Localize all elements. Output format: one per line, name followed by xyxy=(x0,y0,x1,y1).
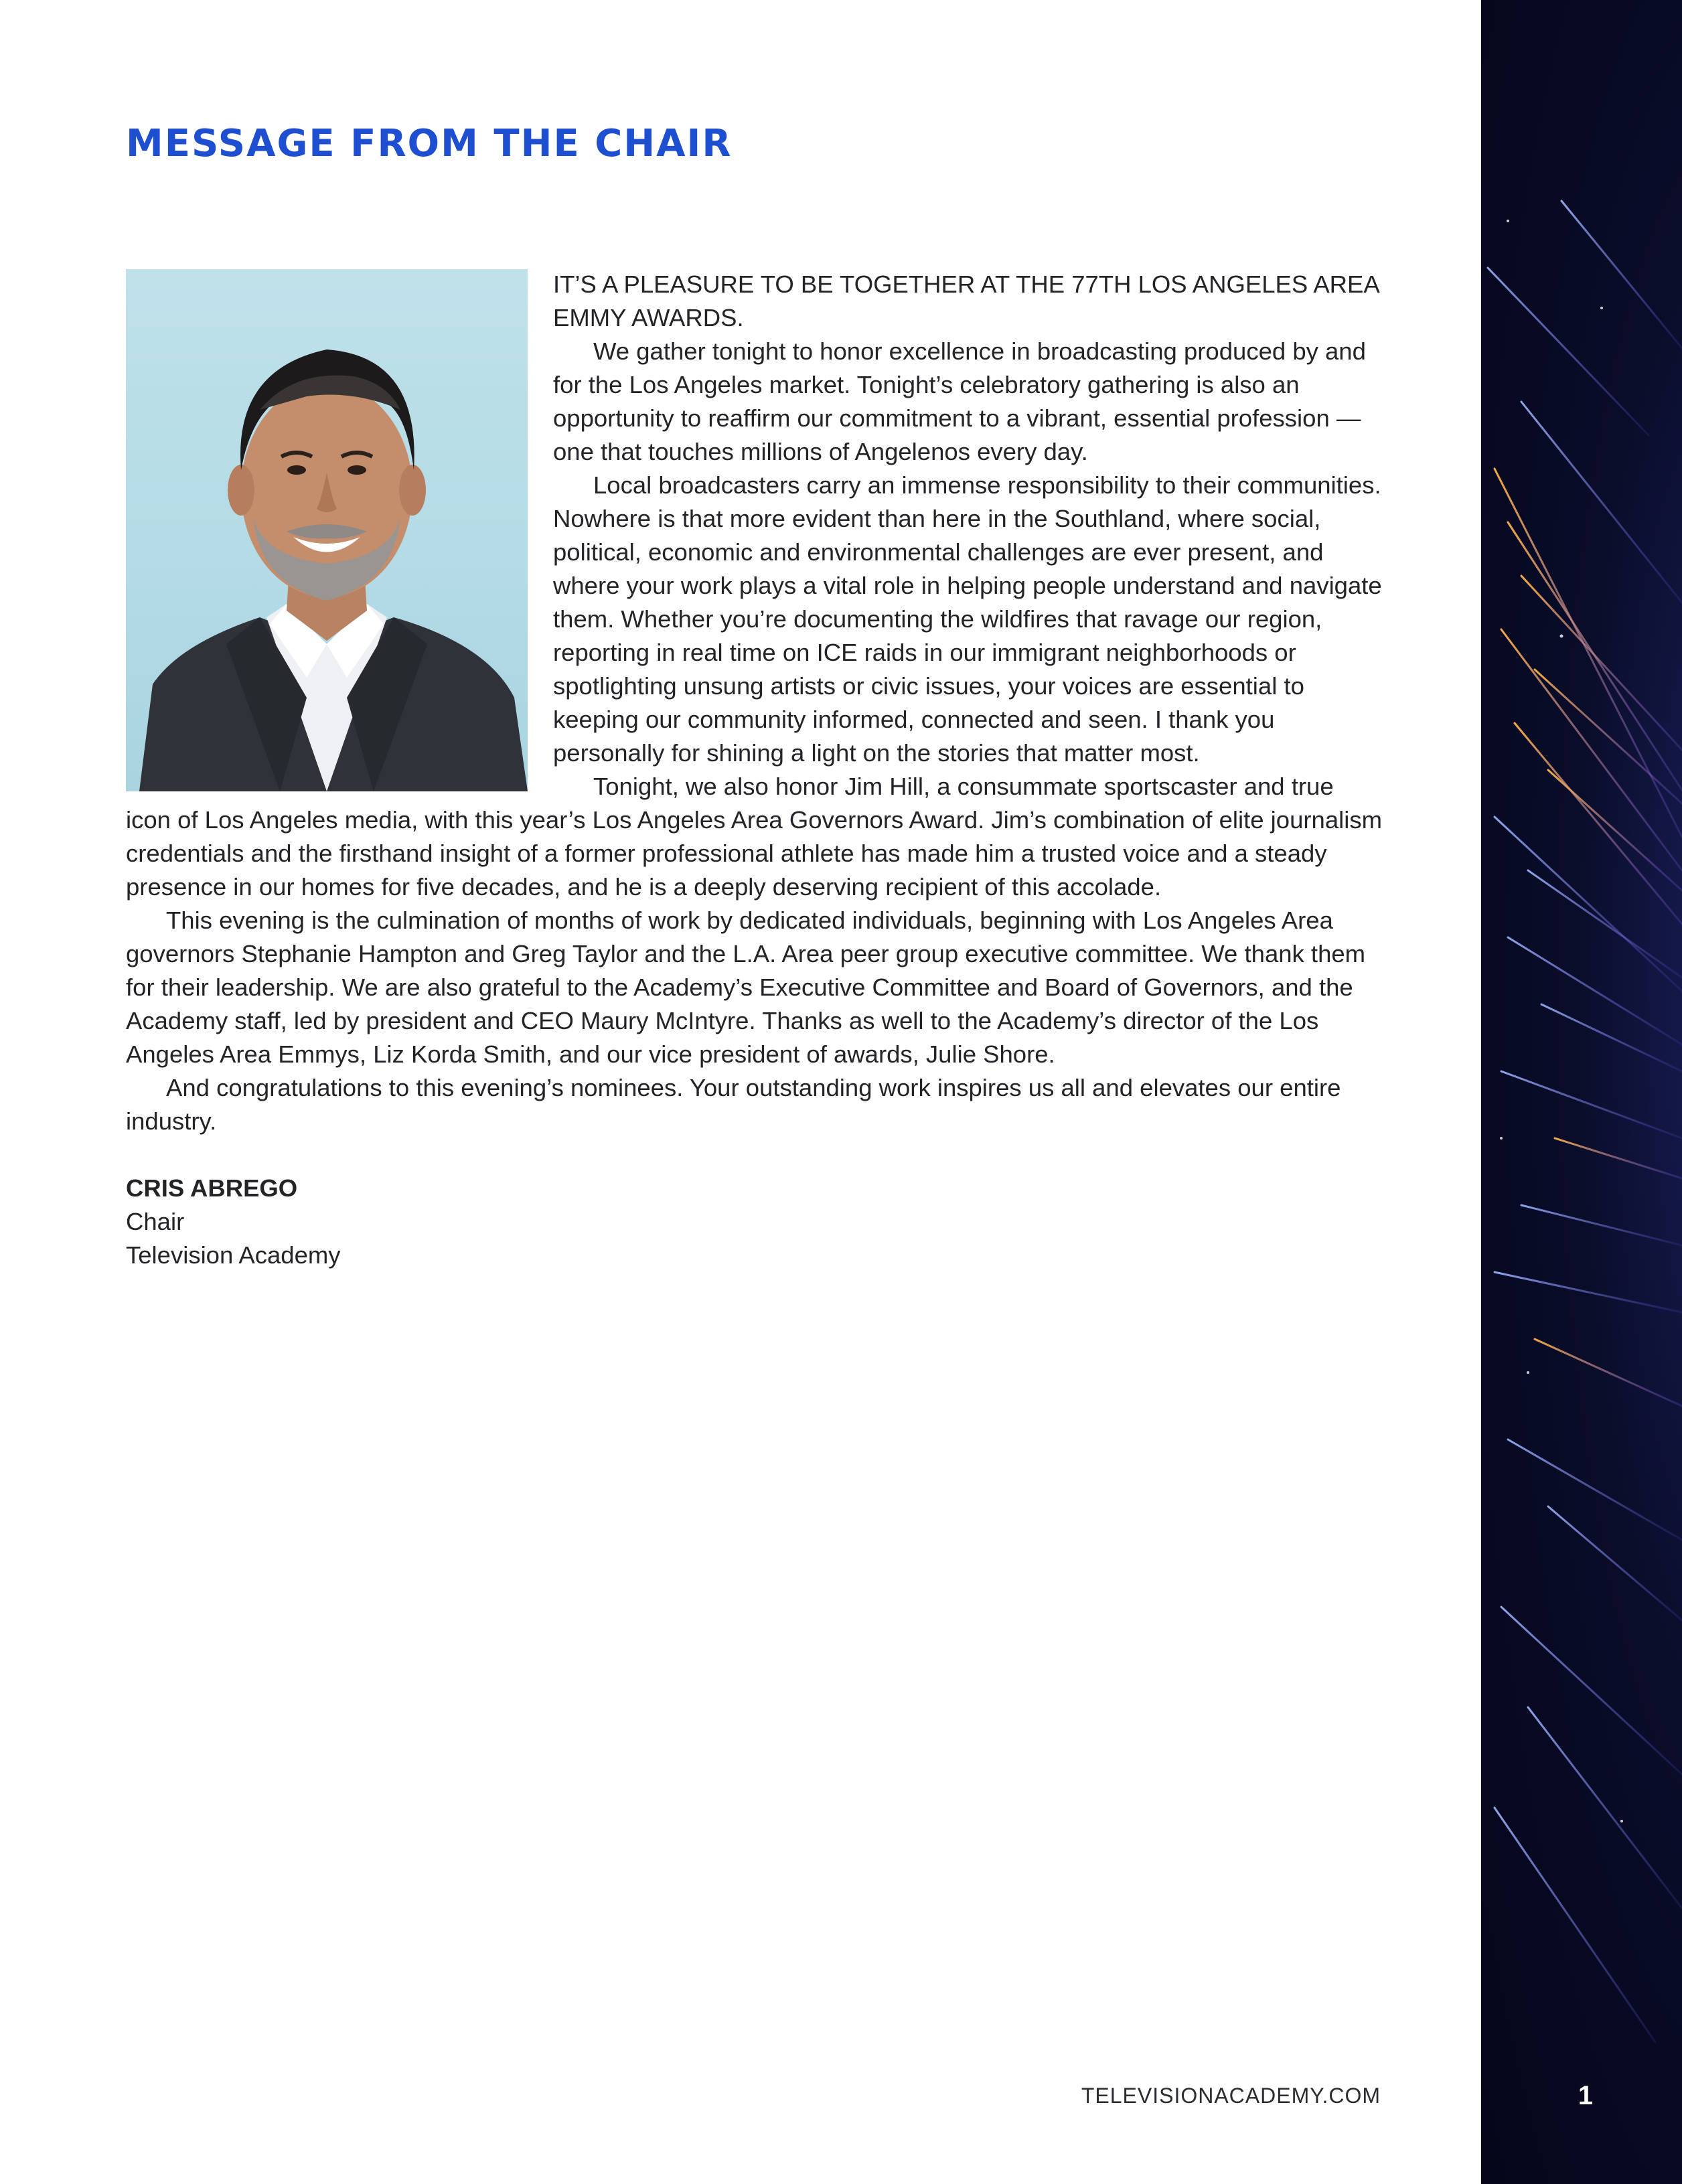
paragraph-3: Tonight, we also honor Jim Hill, a consummate sportscaster and true icon of Los Angeles media, with this year’s Los Angeles Area Governors Award. Jim’s combination of elite journalism credentials and the firsthand insight of a former professional athlete has made him a trusted voice and a steady presence in our homes for five decades, and he is a deeply deserving recipient of this accolade. xyxy=(126,773,1383,901)
paragraph-2: Local broadcasters carry an immense responsibility to their communities. Nowhere is that more evident than here in the Southland, where social, political, economic and environmental challenges are ever present, and where your work plays a vital role in helping people understand and navigate them. Whether you’re documenting the wildfires that ravage our region, reporting in real time on ICE raids in our immigrant neighborhoods or spotlighting unsung artists or civic issues, your voices are essential to keeping our community informed, connected and seen. I thank you personally for shining a light on the stories that matter most. xyxy=(553,471,1382,767)
signature-title: Chair xyxy=(126,1208,185,1235)
signature-organization: Television Academy xyxy=(126,1241,341,1269)
page-title: MESSAGE FROM THE CHAIR xyxy=(126,122,733,165)
intro-paragraph: IT’S A PLEASURE TO BE TOGETHER AT THE 77TH LOS ANGELES AREA EMMY AWARDS. xyxy=(553,270,1379,331)
paragraph-1: We gather tonight to honor excellence in broadcasting produced by and for the Los Angeles market. Tonight’s celebratory gathering is also an opportunity to reaffirm our commitment to a vibrant, essential profession — one that touches millions of Angelenos every day. xyxy=(553,337,1366,465)
paragraph-4: This evening is the culmination of months of work by dedicated individuals, beginning with Los Angeles Area governors Stephanie Hampton and Greg Taylor and the L.A. Area peer group executive committee. We thank them for their leadership. We are also grateful to the Academy’s Executive Committee and Board of Governors, and the Academy staff, led by president and CEO Maury McIntyre. Thanks as well to the Academy’s director of the Los Angeles Area Emmys, Liz Korda Smith, and our vice president of awards, Julie Shore. xyxy=(126,907,1366,1068)
decorative-side-panel xyxy=(1481,0,1682,2184)
letter-body xyxy=(126,268,1385,1272)
signature-block xyxy=(126,1172,1385,1272)
portrait-illustration xyxy=(126,269,528,791)
footer-website: TELEVISIONACADEMY.COM xyxy=(1081,2084,1381,2108)
page-number: 1 xyxy=(1578,2081,1594,2110)
signature-name: CRIS ABREGO xyxy=(126,1174,298,1202)
paragraph-5: And congratulations to this evening’s nominees. Your outstanding work inspires us all and elevates our entire industry. xyxy=(126,1074,1341,1135)
light-streaks-decoration xyxy=(1481,0,1682,2184)
chair-portrait-photo xyxy=(126,269,528,791)
